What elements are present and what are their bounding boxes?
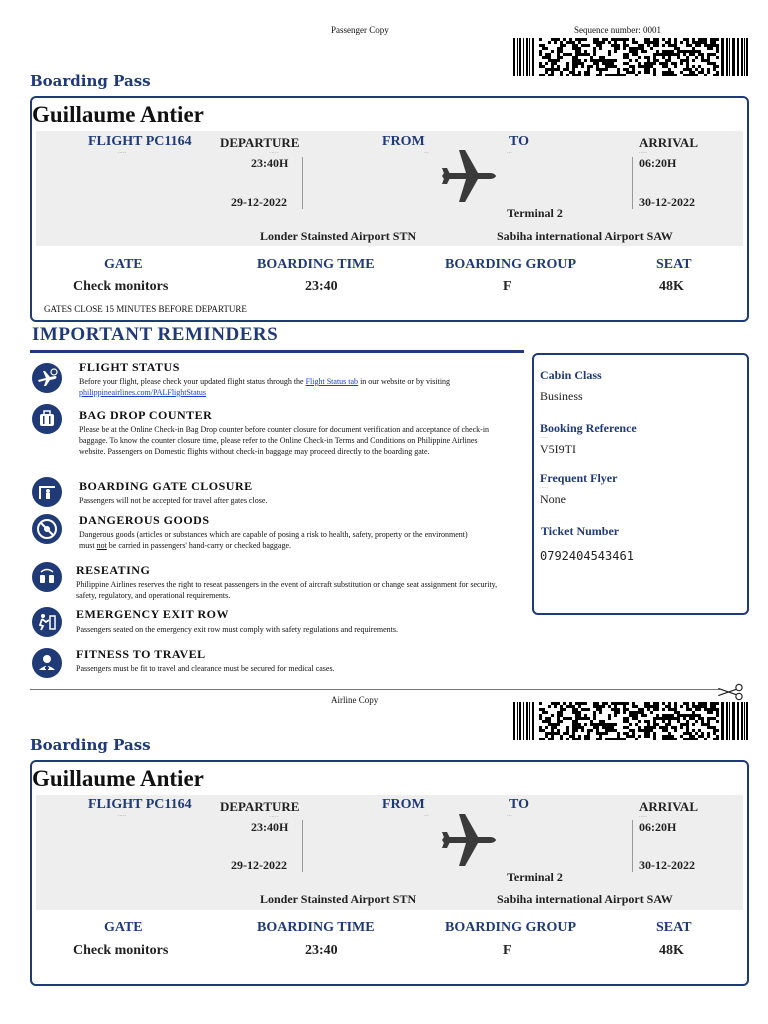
ticket-number-value: 0792404543461 xyxy=(540,549,634,563)
arrival-label: ARRIVAL xyxy=(639,135,698,150)
divider xyxy=(632,157,633,209)
prohibited-icon xyxy=(32,514,62,544)
boarding-group-value: F xyxy=(503,279,512,294)
reminder-title: DANGEROUS GOODS xyxy=(79,513,210,527)
dots: ··· xyxy=(424,150,429,156)
reminder-title: BOARDING GATE CLOSURE xyxy=(79,479,253,493)
seat-swap-icon xyxy=(32,562,62,592)
from-label: FROM xyxy=(382,134,425,149)
dots: ····· xyxy=(118,813,126,819)
dots: ····· xyxy=(270,150,278,156)
barcode-bottom xyxy=(513,702,748,740)
reminder-title: RESEATING xyxy=(76,563,151,577)
cabin-class-label: Cabin Class xyxy=(540,368,602,382)
dots: ····· xyxy=(270,814,278,820)
gate-label: GATE xyxy=(104,920,143,935)
divider xyxy=(302,820,303,872)
departure-time: 23:40H xyxy=(251,156,289,170)
airplane-icon xyxy=(438,810,498,870)
seat-value: 48K xyxy=(659,279,684,294)
emergency-exit-icon xyxy=(32,607,62,637)
dots: ··· xyxy=(507,150,512,156)
gate-value: Check monitors xyxy=(73,943,169,958)
arrival-time: 06:20H xyxy=(639,820,677,834)
arrival-date: 30-12-2022 xyxy=(639,195,695,209)
arrival-time: 06:20H xyxy=(639,156,677,170)
departure-label: DEPARTURE xyxy=(220,135,300,150)
from-airport: Londer Stainsted Airport STN xyxy=(260,229,417,243)
dots: ··· xyxy=(424,813,429,819)
frequent-flyer-value: None xyxy=(540,492,566,506)
boarding-pass-title: Boarding Pass xyxy=(30,72,151,90)
dots: ····· xyxy=(639,814,647,820)
ticket-number-label: Ticket Number xyxy=(541,524,620,538)
cabin-class-value: Business xyxy=(540,389,583,403)
passenger-name: Guillaume Antier xyxy=(32,766,204,791)
reminder-emphasis: not xyxy=(96,541,107,550)
to-airport: Sabiha international Airport SAW xyxy=(497,229,673,243)
reminders-title: IMPORTANT REMINDERS xyxy=(32,324,279,345)
reminder-text: Philippine Airlines reserves the right to reseat passengers in the event of aircraft substitution or change seat assignment for security, safety, regulatory, and operational requirements. xyxy=(76,580,498,600)
booking-reference-value: V5I9TI xyxy=(540,442,576,456)
gates-close-notice: GATES CLOSE 15 MINUTES BEFORE DEPARTURE xyxy=(44,304,247,314)
reminder-title: FITNESS TO TRAVEL xyxy=(76,647,206,661)
seat-label: SEAT xyxy=(656,257,692,272)
dots: ····· xyxy=(540,485,548,491)
flight-number: FLIGHT PC1164 xyxy=(88,797,192,812)
luggage-icon xyxy=(32,404,62,434)
scissors-icon xyxy=(715,683,745,701)
dots: ····· xyxy=(639,150,647,156)
arrival-label: ARRIVAL xyxy=(639,799,698,814)
seat-label: SEAT xyxy=(656,920,692,935)
arrival-date: 30-12-2022 xyxy=(639,858,695,872)
gate-label: GATE xyxy=(104,257,143,272)
reminder-text: Passengers must be fit to travel and clearance must be secured for medical cases. xyxy=(76,664,335,673)
divider xyxy=(302,157,303,209)
boarding-pass-title: Boarding Pass xyxy=(30,736,151,754)
boarding-group-label: BOARDING GROUP xyxy=(445,257,577,272)
boarding-time-value: 23:40 xyxy=(305,279,338,294)
gate-value: Check monitors xyxy=(73,279,169,294)
boarding-group-value: F xyxy=(503,943,512,958)
cut-line xyxy=(30,689,720,690)
reminder-text xyxy=(79,529,474,551)
terminal: Terminal 2 xyxy=(507,870,563,884)
frequent-flyer-label: Frequent Flyer xyxy=(540,471,618,485)
reminder-text: Passengers will not be accepted for travel after gates close. xyxy=(79,496,268,505)
terminal: Terminal 2 xyxy=(507,206,563,220)
reminder-text-part: be carried in passengers' hand-carry or checked baggage. xyxy=(106,541,292,550)
airplane-icon xyxy=(438,146,498,206)
boarding-time-label: BOARDING TIME xyxy=(257,257,375,272)
to-label: TO xyxy=(509,134,529,149)
passenger-name: Guillaume Antier xyxy=(32,102,204,127)
reminder-text: Please be at the Online Check-in Bag Drop counter before counter closure for document verification and acceptance of check-in baggage. To know the counter closure time, please refer to the Online Check-in Terms and Conditions on Philippine Airlines website. Passengers on Domestic flights without check-in baggage may proceed directly to the boarding gate. xyxy=(79,425,490,456)
flight-status-link[interactable]: Flight Status tab xyxy=(305,377,359,386)
passenger-copy-label: Passenger Copy xyxy=(331,25,389,35)
boarding-group-label: BOARDING GROUP xyxy=(445,920,577,935)
boarding-time-label: BOARDING TIME xyxy=(257,920,375,935)
reminder-text xyxy=(79,376,509,398)
dots: ····· xyxy=(540,435,548,441)
departure-date: 29-12-2022 xyxy=(231,195,287,209)
reminder-title: EMERGENCY EXIT ROW xyxy=(76,607,230,621)
medical-person-icon xyxy=(32,648,62,678)
reminders-underline xyxy=(30,350,524,353)
reminder-title: BAG DROP COUNTER xyxy=(79,408,213,422)
reminder-title: FLIGHT STATUS xyxy=(79,360,180,374)
reminder-text-part: in our website or by visiting xyxy=(358,377,451,386)
airline-copy-label: Airline Copy xyxy=(331,695,379,705)
from-airport: Londer Stainsted Airport STN xyxy=(260,892,417,906)
airplane-clock-icon xyxy=(32,363,62,393)
divider xyxy=(632,820,633,872)
flight-number: FLIGHT PC1164 xyxy=(88,134,192,149)
from-label: FROM xyxy=(382,797,425,812)
dots: ··· xyxy=(507,813,512,819)
reminder-text-part: Before your flight, please check your updated flight status through the xyxy=(79,377,306,386)
to-airport: Sabiha international Airport SAW xyxy=(497,892,673,906)
dots: ····· xyxy=(118,150,126,156)
reminder-text-part: Dangerous goods (articles or substances which are capable of posing a risk to health, safety, property or the environment) must xyxy=(79,530,468,550)
booking-reference-label: Booking Reference xyxy=(540,421,637,435)
to-label: TO xyxy=(509,797,529,812)
gate-icon xyxy=(32,477,62,507)
barcode-top xyxy=(513,38,748,76)
pal-flight-status-link[interactable]: philippineairlines.com/PALFlightStatus xyxy=(79,388,207,397)
departure-label: DEPARTURE xyxy=(220,799,300,814)
departure-time: 23:40H xyxy=(251,820,289,834)
reminder-text: Passengers seated on the emergency exit row must comply with safety regulations and requirements. xyxy=(76,625,398,634)
departure-date: 29-12-2022 xyxy=(231,858,287,872)
sequence-number: Sequence number: 0001 xyxy=(574,25,661,35)
boarding-time-value: 23:40 xyxy=(305,943,338,958)
seat-value: 48K xyxy=(659,943,684,958)
